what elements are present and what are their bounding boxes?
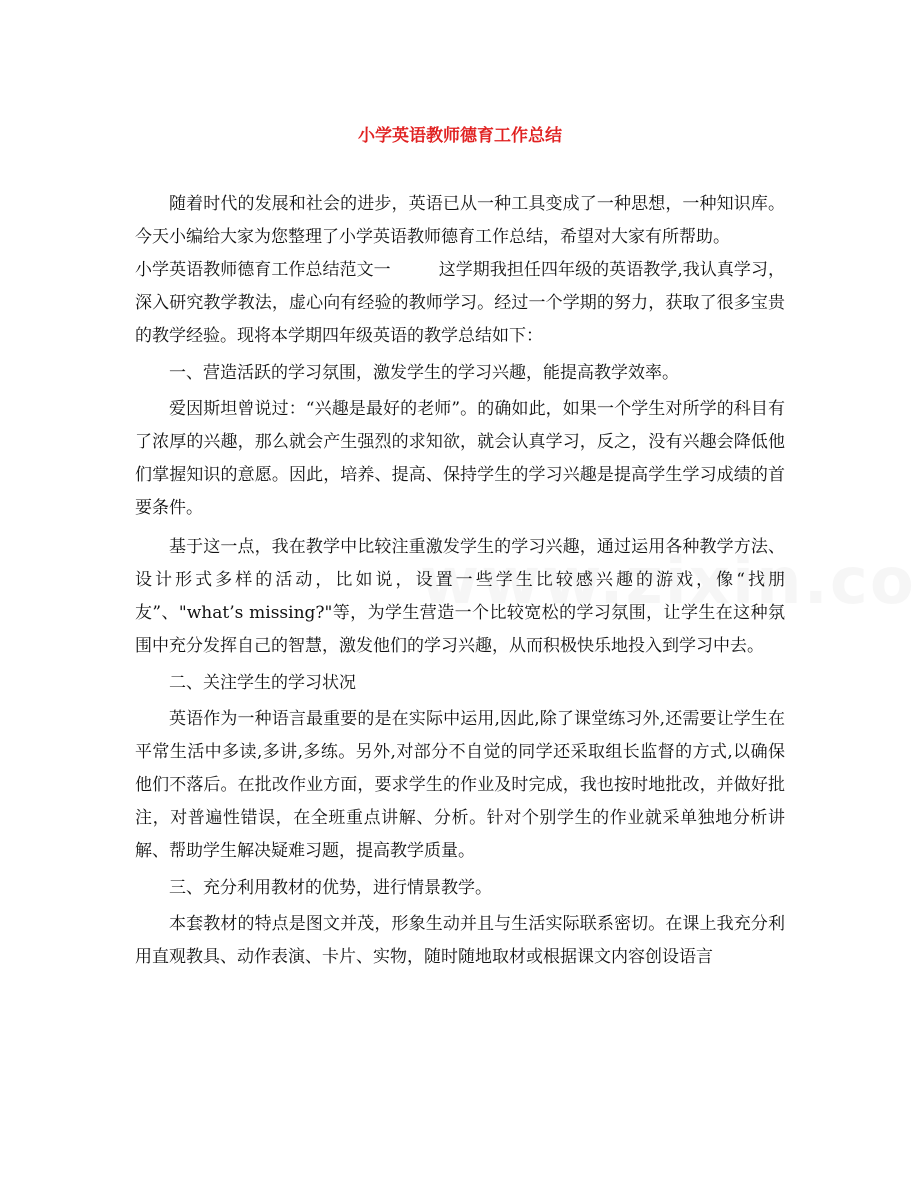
section-2-paragraph-1: 英语作为一种语言最重要的是在实际中运用,因此,除了课堂练习外,还需要让学生在平常生活中多读,多讲,多练。另外,对部分不自觉的同学还采取组长监督的方式,以确保他们不落后。在批改作业方面，要求学生的作业及时完成，我也按时地批改，并做好批注，对普遍性错误，在全班重点讲解、分析。针对个别学生的作业就采单独地分析讲解、帮助学生解决疑难习题，提高教学质量。 bbox=[135, 709, 785, 861]
section-1-heading: 一、营造活跃的学习氛围，激发学生的学习兴趣，能提高教学效率。 bbox=[169, 363, 679, 383]
sample-paragraph bbox=[135, 254, 785, 353]
sample-label: 小学英语教师德育工作总结范文一 bbox=[135, 260, 391, 280]
section-1-paragraph-1: 爱因斯坦曾说过：“兴趣是最好的老师”。的确如此，如果一个学生对所学的科目有了浓厚的兴趣，那么就会产生强烈的求知欲，就会认真学习，反之，没有兴趣会降低他们掌握知识的意愿。因此，培养、提高、保持学生的学习兴趣是提高学生学习成绩的首要条件。 bbox=[135, 399, 785, 518]
section-1-paragraph-2: 基于这一点，我在教学中比较注重激发学生的学习兴趣，通过运用各种教学方法、设计形式多样的活动，比如说，设置一些学生比较感兴趣的游戏，像“找朋友”、"what’s missing?"等，为学生营造一个比较宽松的学习氛围，让学生在这种氛围中充分发挥自己的智慧，激发他们的学习兴趣，从而积极快乐地投入到学习中去。 bbox=[135, 537, 785, 656]
section-2-heading: 二、关注学生的学习状况 bbox=[169, 673, 356, 693]
document-title: 小学英语教师德育工作总结 bbox=[358, 126, 562, 146]
document-body bbox=[135, 188, 785, 974]
intro-paragraph: 随着时代的发展和社会的进步，英语已从一种工具变成了一种思想，一种知识库。今天小编给大家为您整理了小学英语教师德育工作总结，希望对大家有所帮助。 bbox=[135, 194, 785, 247]
section-3-paragraph-1: 本套教材的特点是图文并茂，形象生动并且与生活实际联系密切。在课上我充分利用直观教具、动作表演、卡片、实物，随时随地取材或根据课文内容创设语言 bbox=[135, 914, 785, 967]
sample-opening: 这学期我担任四年级的英语教学,我认真学习，深入研究教学教法，虚心向有经验的教师学习。经过一个学期的努力，获取了很多宝贵的教学经验。现将本学期四年级英语的教学总结如下： bbox=[135, 260, 786, 346]
section-3-heading: 三、充分利用教材的优势，进行情景教学。 bbox=[169, 878, 492, 898]
